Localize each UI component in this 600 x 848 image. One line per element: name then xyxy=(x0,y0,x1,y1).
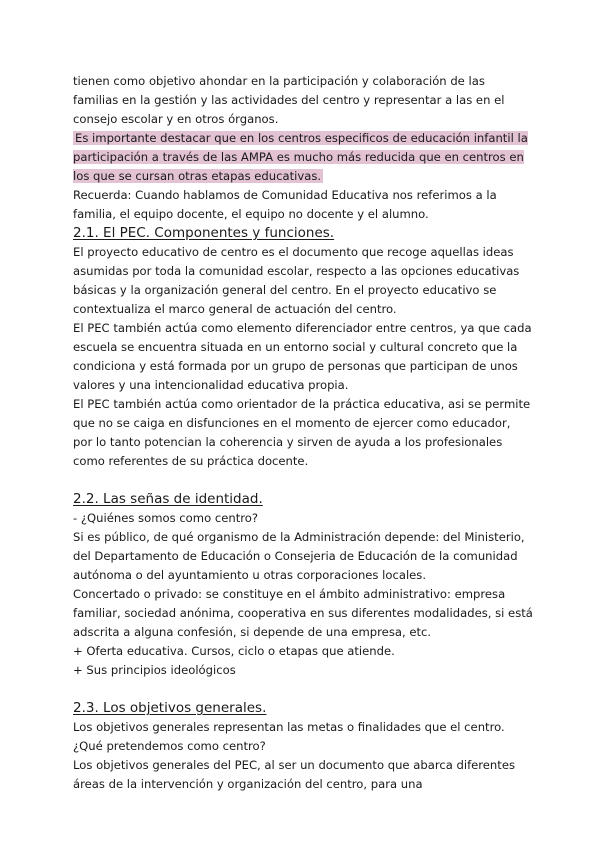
intro-paragraph: tienen como objetivo ahondar en la participación y colaboración de las familias en la gestión y las actividades del centro y representar a las en el consejo escolar y en otros órganos. xyxy=(73,74,505,126)
s2-bullet-1: + Oferta educativa. Cursos, ciclo o etapas que atiende. xyxy=(73,644,395,658)
s2-paragraph-2: Concertado o privado: se constituye en el ámbito administrativo: empresa familiar, sociedad anónima, cooperativa en sus diferentes modalidades, si está adscrita a alguna confesión, si depende de una empresa, etc. xyxy=(73,587,533,639)
section-heading-2-2: 2.2. Las señas de identidad. xyxy=(73,491,263,507)
s3-paragraph-1: Los objetivos generales representan las metas o finalidades que el centro. ¿Qué pretendemos como centro? xyxy=(73,720,505,753)
s2-question: - ¿Quiénes somos como centro? xyxy=(73,511,259,525)
s3-paragraph-2: Los objetivos generales del PEC, al ser un documento que abarca diferentes áreas de la intervención y organización del centro, para una xyxy=(73,758,515,791)
highlighted-paragraph xyxy=(73,129,533,186)
s2-bullet-2: + Sus principios ideológicos xyxy=(73,663,236,677)
spacer xyxy=(73,680,533,699)
s2-paragraph-1: Si es público, de qué organismo de la Administración depende: del Ministerio, del Departamento de Educación o Consejeria de Educación de la comunidad autónoma o del ayuntamiento u otras corporaciones locales. xyxy=(73,530,525,582)
reminder-paragraph: Recuerda: Cuando hablamos de Comunidad Educativa nos referimos a la familia, el equipo docente, el equipo no docente y el alumno. xyxy=(73,188,497,221)
section-heading-2-3: 2.3. Los objetivos generales. xyxy=(73,700,267,716)
section-heading-2-1: 2.1. El PEC. Componentes y funciones. xyxy=(73,225,335,241)
spacer xyxy=(73,471,533,490)
document-body xyxy=(73,72,533,794)
s1-paragraph-1: El proyecto educativo de centro es el documento que recoge aquellas ideas asumidas por toda la comunidad escolar, respecto a las opciones educativas básicas y la organización general del centro. En el proyecto educativo se contextualiza el marco general de actuación del centro. xyxy=(73,245,520,316)
highlight-text: Es importante destacar que en los centros especificos de educación infantil la participación a través de las AMPA es mucho más reducida que en centros en los que se cursan otras etapas educativas. xyxy=(73,131,528,183)
s1-paragraph-2: El PEC también actúa como elemento diferenciador entre centros, ya que cada escuela se encuentra situada en un entorno social y cultural concreto que la condiciona y está formada por un grupo de personas que participan de unos valores y una intencionalidad educativa propia. xyxy=(73,321,532,392)
s1-paragraph-3: El PEC también actúa como orientador de la práctica educativa, asi se permite que no se caiga en disfunciones en el momento de ejercer como educador, por lo tanto potencian la coherencia y sirven de ayuda a los profesionales como referentes de su práctica docente. xyxy=(73,397,531,468)
